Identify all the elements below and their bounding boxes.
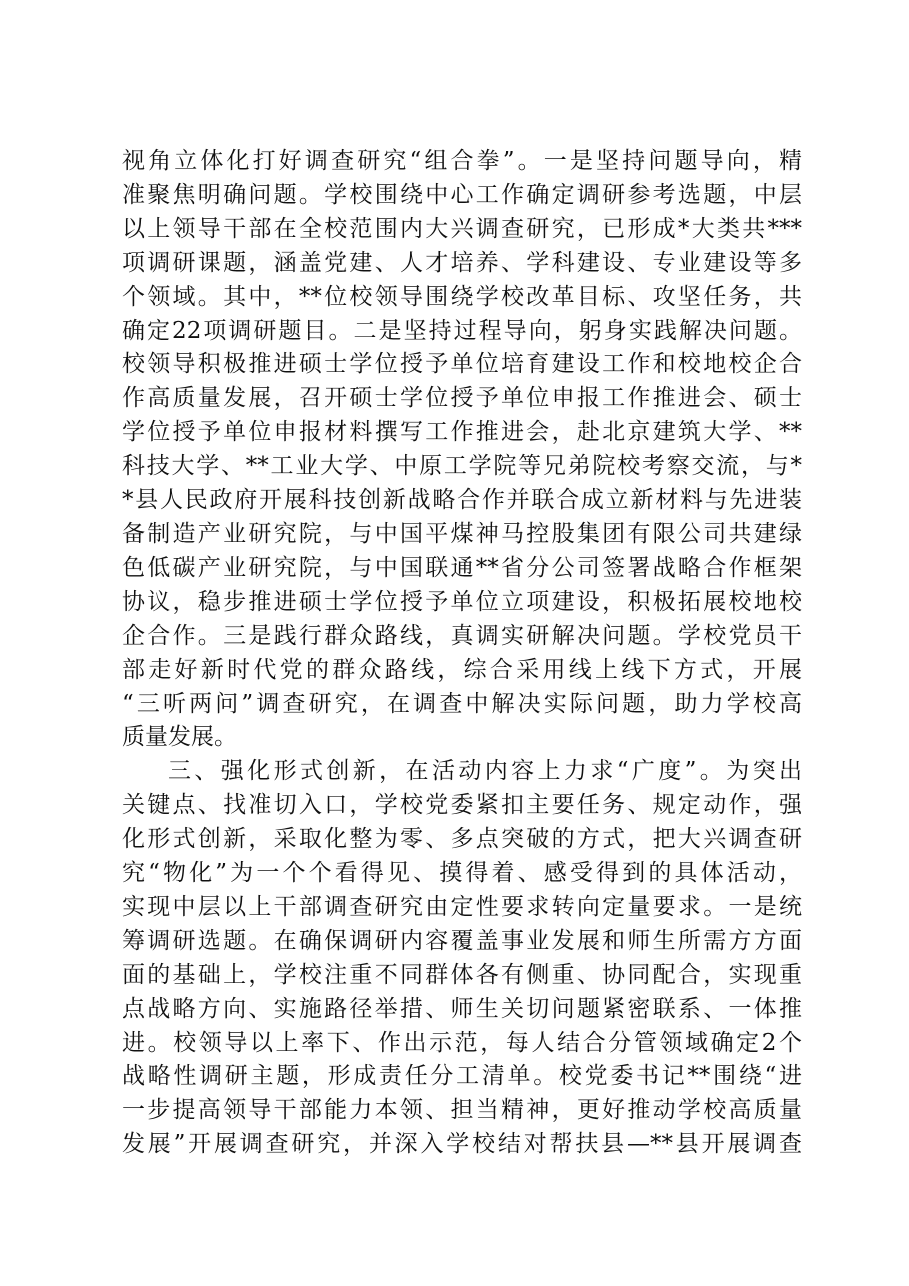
paragraph-1-line-11: *县人民政府开展科技创新战略合作并联合成立新材料与先进装 — [122, 487, 802, 514]
paragraph-1-line-17: “三听两问”调查研究，在调查中解决实际问题，助力学校高 — [122, 690, 802, 717]
paragraph-2-line-9: 进。校领导以上率下、作出示范，每人结合分管领域确定2个 — [122, 1029, 802, 1056]
paragraph-1-line-8: 作高质量发展，召开硕士学位授予单位申报工作推进会、硕士 — [122, 385, 802, 412]
paragraph-1-line-1: 视角立体化打好调查研究“组合拳”。一是坚持问题导向，精 — [122, 148, 802, 174]
paragraph-2-line-2: 关键点、找准切入口，学校党委紧扣主要任务、规定动作，强 — [122, 792, 802, 819]
paragraph-2-line-6: 筹调研选题。在确保调研内容覆盖事业发展和师生所需方方面 — [122, 927, 802, 954]
paragraph-1-line-13: 色低碳产业研究院，与中国联通**省分公司签署战略合作框架 — [122, 554, 802, 581]
paragraph-2-line-5: 实现中层以上干部调查研究由定性要求转向定量要求。一是统 — [122, 893, 802, 920]
paragraph-1-line-18: 质量发展。 — [122, 724, 237, 751]
paragraph-2-line-1: 三、强化形式创新，在活动内容上力求“广度”。为突出 — [168, 758, 802, 785]
paragraph-2-line-4: 究“物化”为一个个看得见、摸得着、感受得到的具体活动， — [122, 860, 802, 887]
paragraph-1-line-9: 学位授予单位申报材料撰写工作推进会，赴北京建筑大学、** — [122, 419, 802, 446]
paragraph-1-line-16: 部走好新时代党的群众路线，综合采用线上线下方式，开展 — [122, 656, 802, 683]
paragraph-1-line-10: 科技大学、**工业大学、中原工学院等兄弟院校考察交流，与* — [122, 453, 802, 480]
paragraph-2-line-10: 战略性调研主题，形成责任分工清单。校党委书记**围绕“进 — [122, 1063, 802, 1090]
paragraph-2-line-12: 发展”开展调查研究，并深入学校结对帮扶县—**县开展调查 — [122, 1131, 802, 1158]
paragraph-1-line-7: 校领导积极推进硕士学位授予单位培育建设工作和校地校企合 — [122, 351, 802, 378]
paragraph-2-line-7: 面的基础上，学校注重不同群体各有侧重、协同配合，实现重 — [122, 961, 802, 988]
paragraph-1-line-12: 备制造产业研究院，与中国平煤神马控股集团有限公司共建绿 — [122, 520, 802, 547]
paragraph-1-line-4: 项调研课题，涵盖党建、人才培养、学科建设、专业建设等多 — [122, 249, 802, 276]
paragraph-1-line-14: 协议，稳步推进硕士学位授予单位立项建设，积极拓展校地校 — [122, 588, 802, 615]
paragraph-1-line-2: 准聚焦明确问题。学校围绕中心工作确定调研参考选题，中层 — [122, 181, 802, 208]
paragraph-1-line-5: 个领域。其中，**位校领导围绕学校改革目标、攻坚任务，共 — [122, 283, 802, 310]
paragraph-2-line-3: 化形式创新，采取化整为零、多点突破的方式，把大兴调查研 — [122, 826, 802, 853]
paragraph-2 — [122, 755, 802, 1162]
paragraph-1 — [122, 145, 802, 755]
paragraph-2-line-11: 一步提高领导干部能力本领、担当精神，更好推动学校高质量 — [122, 1097, 802, 1124]
paragraph-2-line-8: 点战略方向、实施路径举措、师生关切问题紧密联系、一体推 — [122, 995, 802, 1022]
paragraph-1-line-6: 确定22项调研题目。二是坚持过程导向，躬身实践解决问题。 — [122, 317, 802, 344]
paragraph-1-line-3: 以上领导干部在全校范围内大兴调查研究，已形成*大类共*** — [122, 215, 802, 242]
paragraph-1-line-15: 企合作。三是践行群众路线，真调实研解决问题。学校党员干 — [122, 622, 802, 649]
document-body — [122, 145, 802, 1162]
